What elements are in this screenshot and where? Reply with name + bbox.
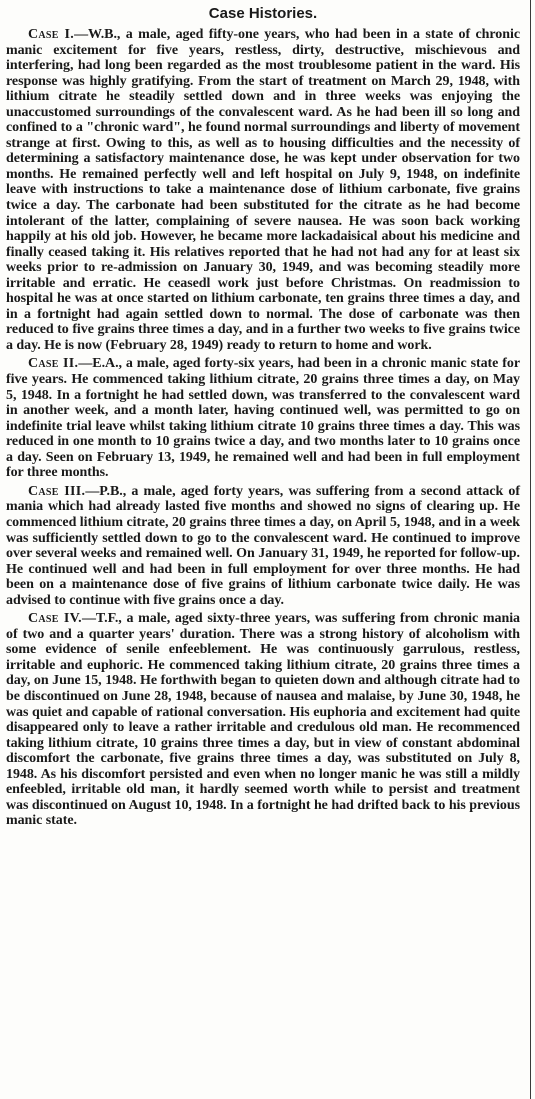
case-paragraph-3 [6, 484, 520, 608]
column-rule [530, 0, 531, 1099]
case-paragraph-2 [6, 356, 520, 480]
case-text: —E.A., a male, aged forty-six years, had been in a chronic manic state for five years. He commenced taking lithium citrate, 20 grains three times a day, on May 5, 1948. In a fortnight he had settled down, was transferred to the convalescent ward in another week, and a month later, having continued well, was permitted to go on indefinite trial leave whilst taking lithium citrate 10 grains three times a day. This was reduced in one month to 10 grains twice a day, and two months later to 10 grains once a day. Seen on February 13, 1949, he remained well and had been in full employment for three months. [6, 356, 520, 481]
case-label: Case I. [28, 27, 75, 42]
case-label: Case IV. [28, 611, 82, 627]
case-paragraph-4 [6, 611, 520, 829]
case-paragraph-1 [6, 27, 520, 353]
case-text: —T.F., a male, aged sixty-three years, was suffering from chronic mania of two and a quarter years' duration. There was a strong history of alcoholism with some evidence of senile enfeeblement. He was continuously garrulous, restless, irritable and euphoric. He commenced taking lithium citrate, 20 grains three times a day, on June 15, 1948. He forthwith began to quieten down and although citrate had to be discontinued on June 28, 1948, because of nausea and malaise, by June 30, 1948, he was quiet and capable of rational conversation. His euphoria and excitement had quite disappeared only to leave a rather irritable and credulous old man. He recommenced taking lithium citrate, 10 grains three times a day, but in view of constant abdominal discomfort the carbonate, five grains three times a day, was substituted on July 8, 1948. As his discomfort persisted and even when no longer manic he was still a mildly enfeebled, irritable old man, it hardly seemed worth while to persist and treatment was discontinued on August 10, 1948. In a fortnight he had drifted back to his previous manic state. [6, 611, 520, 829]
case-text: —P.B., a male, aged forty years, was suffering from a second attack of mania which had already lasted five months and showed no signs of clearing up. He commenced lithium citrate, 20 grains three times a day, on April 5, 1948, and in a week was sufficiently settled down to go to the convalescent ward. He continued to improve over several weeks and remained well. On January 31, 1949, he reported for follow-up. He continued well and had been in full employment for over three months. He had been on a maintenance dose of five grains of lithium carbonate twice daily. He was advised to continue with five grains once a day. [6, 483, 520, 608]
section-heading: Case Histories. [208, 5, 318, 22]
case-label: Case II. [28, 356, 79, 372]
case-text: —W.B., a male, aged fifty-one years, who had been in a state of chronic manic excitement for five years, restless, dirty, destructive, mischievous and interfering, had long been regarded as the most troublesome patient in the ward. His response was highly gratifying. From the start of treatment on March 29, 1948, with lithium citrate he steadily settled down and in three weeks was enjoying the unaccustomed surroundings of the convalescent ward. As he had been ill so long and confined to a "chronic ward", he found normal surroundings and liberty of movement strange at first. Owing to this, as well as to housing difficulties and the necessity of determining a satisfactory maintenance dose, he was kept under observation for two months. He remained perfectly well and left hospital on July 9, 1948, on indefinite leave with instructions to take a maintenance dose of lithium carbonate, five grains twice a day. The carbonate had been substituted for the citrate as he had become intolerant of the latter, complaining of severe nausea. He was soon back working happily at his old job. However, he became more lackadaisical about his medicine and finally ceased taking it. His relatives reported that he had not had any for at least six weeks prior to re-admission on January 30, 1949, and was becoming steadily more irritable and erratic. He ceasedl work just before Christmas. On readmission to hospital he was at once started on lithium carbonate, ten grains three times a day, and in a fortnight had again settled down to normal. The dose of carbonate was then reduced to five grains three times a day, and in a further two weeks to five grains twice a day. He is now (February 28, 1949) ready to return to home and work. [6, 27, 520, 353]
case-histories-article [6, 4, 520, 832]
case-label: Case III. [28, 483, 86, 499]
